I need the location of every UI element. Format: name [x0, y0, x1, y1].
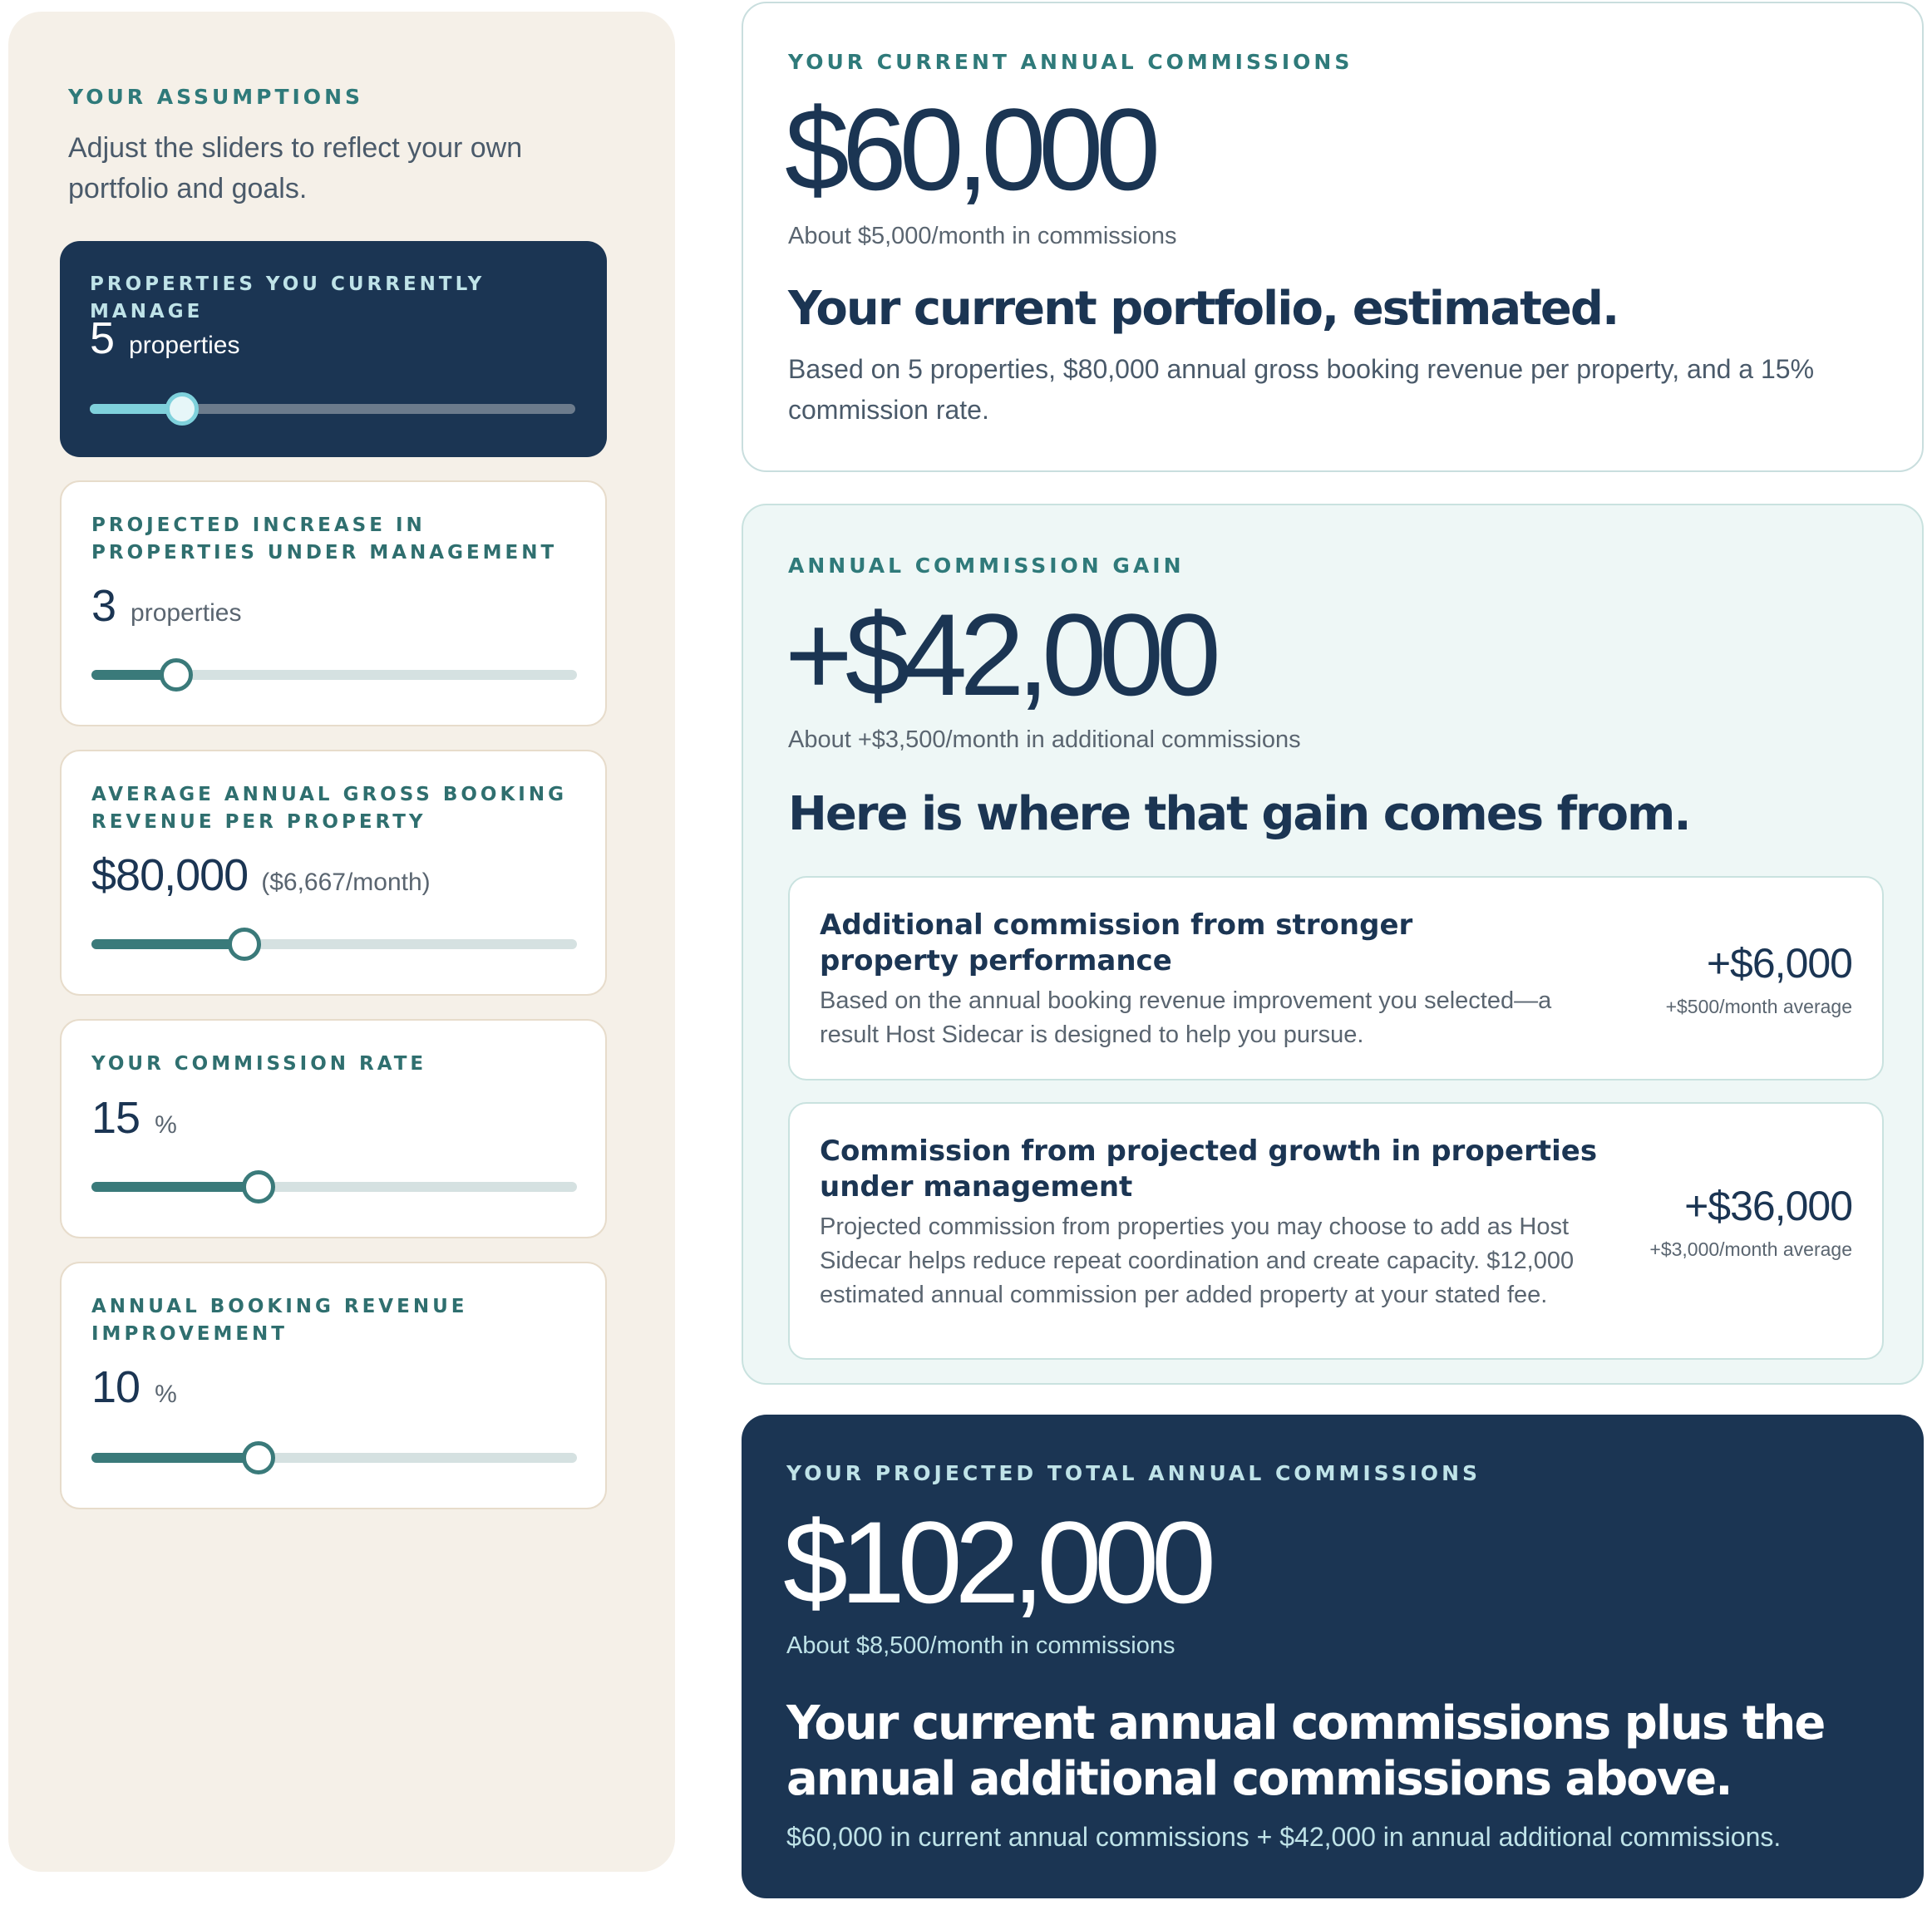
slider-value: $80,000 — [91, 850, 249, 900]
projected-headline: Your current annual commissions plus the annual additional commissions above. — [786, 1696, 1825, 1806]
slider-track[interactable] — [90, 404, 575, 414]
projected-total-card — [742, 1415, 1924, 1898]
slider-unit: % — [155, 1111, 177, 1139]
slider-fill — [91, 939, 244, 949]
current-headline: Your current portfolio, estimated. — [788, 282, 1619, 336]
source-amount: +$36,000 — [1684, 1183, 1852, 1229]
slider-track[interactable] — [91, 1182, 577, 1192]
gain-eyebrow: ANNUAL COMMISSION GAIN — [788, 554, 1185, 578]
projected-eyebrow: YOUR PROJECTED TOTAL ANNUAL COMMISSIONS — [786, 1461, 1481, 1485]
slider-thumb[interactable] — [242, 1170, 275, 1204]
slider-fill — [91, 1182, 259, 1192]
current-commissions-card — [742, 2, 1924, 472]
source-title: Additional commission from stronger property performance — [820, 908, 1413, 977]
slider-label: PROJECTED INCREASE IN PROPERTIES UNDER MANAGEMENT — [91, 514, 558, 564]
current-amount: $60,000 — [785, 84, 1154, 214]
slider-card-commission-rate — [60, 1019, 607, 1238]
gain-source-growth — [788, 1102, 1884, 1360]
slider-thumb[interactable] — [160, 658, 193, 692]
slider-value-row — [90, 313, 239, 364]
slider-track[interactable] — [91, 670, 577, 680]
projected-body: $60,000 in current annual commissions + $42,000 in annual additional commissions. — [786, 1822, 1782, 1852]
slider-value-row — [91, 1361, 177, 1413]
slider-card-current-properties — [60, 241, 607, 457]
source-monthly: +$500/month average — [1665, 996, 1852, 1017]
slider-label: AVERAGE ANNUAL GROSS BOOKING REVENUE PER PROPERTY — [91, 784, 567, 833]
slider-label: PROPERTIES YOU CURRENTLY MANAGE — [90, 273, 485, 322]
slider-value: 5 — [90, 313, 115, 363]
assumptions-description: Adjust the sliders to reflect your own portfolio and goals. — [68, 132, 523, 204]
assumptions-eyebrow: YOUR ASSUMPTIONS — [68, 85, 363, 109]
slider-unit: properties — [129, 332, 240, 359]
slider-card-revenue-improvement — [60, 1262, 607, 1509]
source-body: Based on the annual booking revenue improvement you selected—a result Host Sidecar is designed to help you pursue. — [820, 987, 1552, 1048]
gain-monthly: About +$3,500/month in additional commissions — [788, 726, 1301, 753]
source-body: Projected commission from properties you may choose to add as Host Sidecar helps reduce repeat coordination and create capacity. $12,000 estimated annual commission per added property at your stated fee. — [820, 1213, 1575, 1308]
slider-thumb[interactable] — [242, 1441, 275, 1474]
gain-amount: +$42,000 — [785, 589, 1214, 720]
slider-value: 15 — [91, 1093, 140, 1143]
current-body: Based on 5 properties, $80,000 annual gross booking revenue per property, and a 15% commission rate. — [788, 354, 1815, 425]
slider-track[interactable] — [91, 1453, 577, 1463]
current-monthly: About $5,000/month in commissions — [788, 223, 1177, 249]
source-monthly: +$3,000/month average — [1649, 1238, 1852, 1260]
slider-card-booking-revenue — [60, 750, 607, 996]
slider-sub: ($6,667/month) — [261, 869, 431, 896]
current-eyebrow: YOUR CURRENT ANNUAL COMMISSIONS — [788, 50, 1353, 74]
projected-amount: $102,000 — [783, 1497, 1209, 1627]
slider-track[interactable] — [91, 939, 577, 949]
slider-thumb[interactable] — [165, 392, 199, 426]
slider-value: 10 — [91, 1362, 140, 1412]
slider-value-row — [91, 849, 431, 901]
source-title: Commission from projected growth in properties under management — [820, 1135, 1598, 1204]
projected-monthly: About $8,500/month in commissions — [786, 1632, 1175, 1659]
slider-fill — [91, 1453, 259, 1463]
slider-label: YOUR COMMISSION RATE — [91, 1053, 427, 1075]
slider-value-row — [91, 1092, 177, 1144]
slider-label: ANNUAL BOOKING REVENUE IMPROVEMENT — [91, 1296, 468, 1345]
source-amount: +$6,000 — [1706, 940, 1852, 987]
slider-value: 3 — [91, 581, 116, 631]
slider-unit: % — [155, 1381, 177, 1408]
slider-value-row — [91, 580, 241, 632]
gain-source-performance — [788, 876, 1884, 1080]
slider-unit: properties — [131, 599, 242, 627]
gain-headline: Here is where that gain comes from. — [788, 787, 1690, 841]
slider-card-projected-increase — [60, 480, 607, 726]
commission-gain-card — [742, 504, 1924, 1385]
slider-thumb[interactable] — [228, 928, 261, 961]
